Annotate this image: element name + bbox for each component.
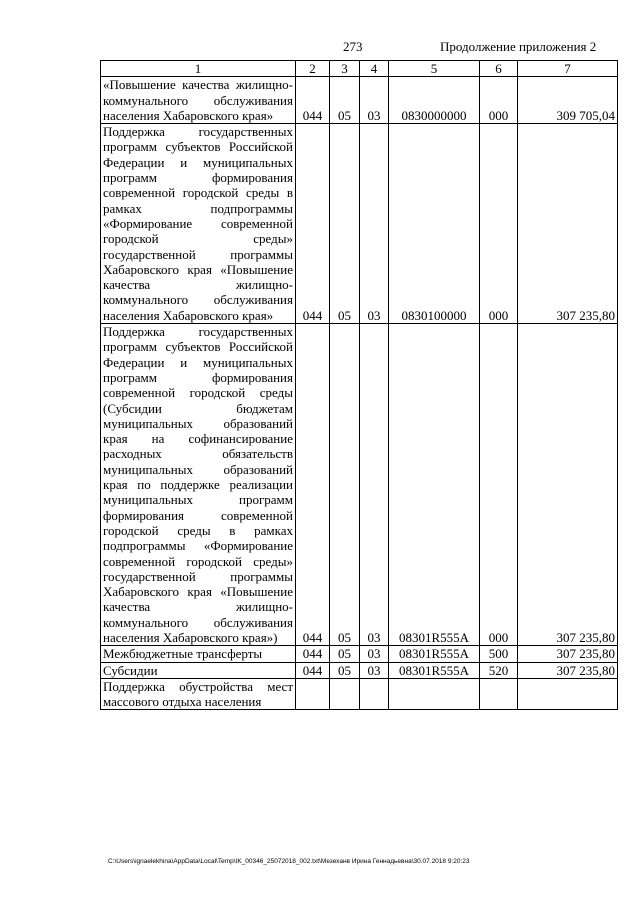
column-header: 6 (480, 61, 518, 77)
row-expense-type: 000 (480, 77, 518, 124)
column-header: 4 (360, 61, 389, 77)
continuation-label: Продолжение приложения 2 (440, 39, 597, 54)
row-amount (518, 678, 618, 710)
row-expense-type: 500 (480, 646, 518, 662)
row-ministry: 044 (296, 646, 330, 662)
row-subsection: 03 (360, 662, 389, 678)
row-amount: 307 235,80 (518, 324, 618, 646)
row-ministry: 044 (296, 662, 330, 678)
row-name: Межбюджетные трансферты (101, 646, 296, 662)
row-ministry: 044 (296, 124, 330, 324)
row-amount: 307 235,80 (518, 662, 618, 678)
table-row (101, 77, 618, 124)
column-header: 2 (296, 61, 330, 77)
row-section: 05 (330, 77, 360, 124)
row-target: 0830100000 (389, 124, 480, 324)
table-row (101, 678, 618, 710)
row-subsection: 03 (360, 646, 389, 662)
row-name: Поддержка обустройства мест массового отдыха населения (101, 678, 296, 710)
row-subsection: 03 (360, 124, 389, 324)
table-row (101, 662, 618, 678)
row-subsection: 03 (360, 77, 389, 124)
row-section: 05 (330, 662, 360, 678)
row-ministry: 044 (296, 324, 330, 646)
column-header: 3 (330, 61, 360, 77)
page-number: 273 (343, 39, 363, 54)
row-section: 05 (330, 324, 360, 646)
table-row (101, 646, 618, 662)
row-target: 08301R555A (389, 646, 480, 662)
row-target: 08301R555A (389, 324, 480, 646)
budget-table (100, 60, 618, 710)
row-expense-type: 520 (480, 662, 518, 678)
row-section: 05 (330, 646, 360, 662)
column-header: 7 (518, 61, 618, 77)
row-subsection: 03 (360, 324, 389, 646)
row-section (330, 678, 360, 710)
table-row (101, 324, 618, 646)
column-header: 5 (389, 61, 480, 77)
row-ministry (296, 678, 330, 710)
file-path-footer: C:\Users\ignaelekhina\AppData\Local\Temp\IK_00346_25072018_002.txt\Мезеханв Ирина Геннадьевна\30.07.2018 9:20:23 (108, 858, 470, 865)
row-section: 05 (330, 124, 360, 324)
table-header-row (101, 61, 618, 77)
row-ministry: 044 (296, 77, 330, 124)
row-target (389, 678, 480, 710)
row-expense-type: 000 (480, 124, 518, 324)
row-name: «Повышение качества жилищно-коммунального обслуживания населения Хабаровского края» (101, 77, 296, 124)
row-amount: 307 235,80 (518, 124, 618, 324)
row-target: 0830000000 (389, 77, 480, 124)
row-subsection (360, 678, 389, 710)
row-name: Субсидии (101, 662, 296, 678)
row-name: Поддержка государственных программ субъектов Российской Федерации и муниципальных программ формирования современной городской среды (Субсидии бюджетам муниципальных образований края на софинансирование расходных обязательств муниципальных образований края по поддержке реализации муниципальных программ формирования современной городской среды в рамках подпрограммы «Формирование современной городской среды» государственной программы Хабаровского края «Повышение качества жилищно-коммунального обслуживания населения Хабаровского края») (101, 324, 296, 646)
row-name: Поддержка государственных программ субъектов Российской Федерации и муниципальных программ формирования современной городской среды в рамках подпрограммы «Формирование современной городской среды» государственной программы Хабаровского края «Повышение качества жилищно-коммунального обслуживания населения Хабаровского края» (101, 124, 296, 324)
row-expense-type (480, 678, 518, 710)
row-target: 08301R555A (389, 662, 480, 678)
row-amount: 307 235,80 (518, 646, 618, 662)
row-amount: 309 705,04 (518, 77, 618, 124)
table-row (101, 124, 618, 324)
column-header: 1 (101, 61, 296, 77)
row-expense-type: 000 (480, 324, 518, 646)
